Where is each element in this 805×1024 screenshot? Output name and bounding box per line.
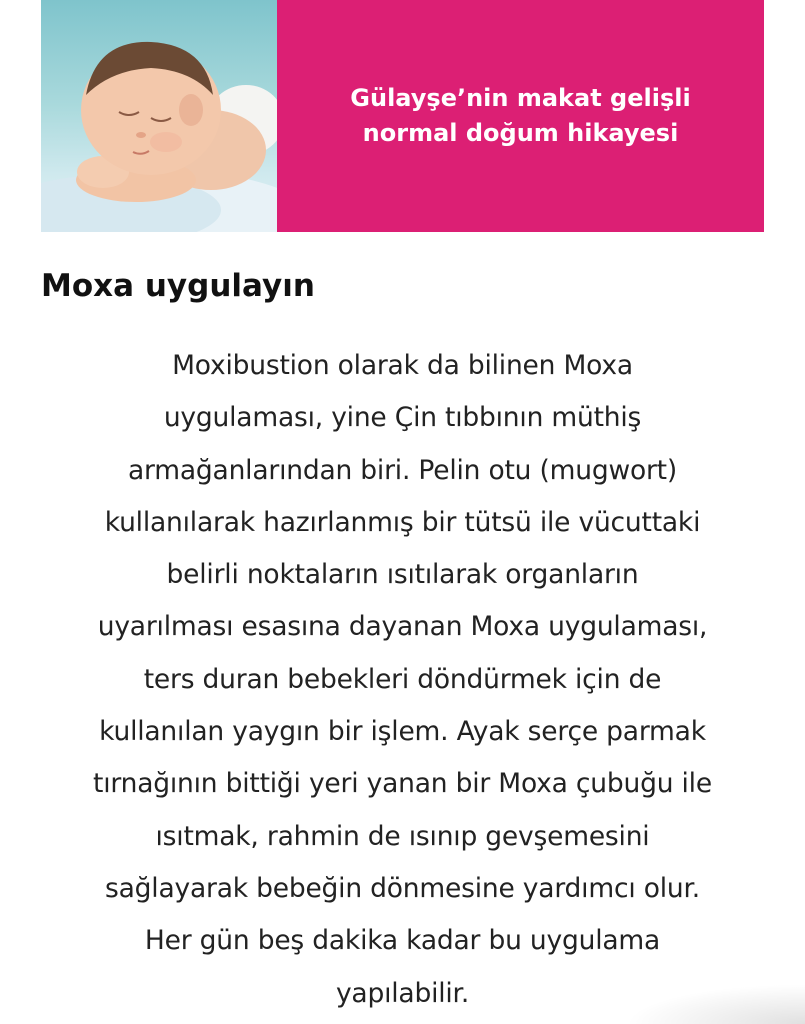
related-article-title[interactable]	[350, 81, 690, 151]
section-paragraph	[30, 340, 775, 1020]
related-article-title-panel[interactable]	[277, 0, 764, 232]
paragraph-line: sağlayarak bebeğin dönmesine yardımcı olur.	[105, 872, 700, 904]
paragraph-line: Moxibustion olarak da bilinen Moxa	[172, 350, 633, 381]
section-heading: Moxa uygulayın	[41, 268, 315, 304]
related-article-image[interactable]	[41, 0, 277, 232]
paragraph-line: kullanılan yaygın bir işlem. Ayak serçe parmak	[99, 716, 706, 748]
related-article-title-line1: Gülayşe’nin makat gelişli	[350, 84, 691, 112]
paragraph-line: tırnağının bittiği yeri yanan bir Moxa çubuğu ile	[93, 768, 712, 800]
related-article-title-line2: normal doğum hikayesi	[362, 119, 679, 147]
paragraph-line: kullanılarak hazırlanmış bir tütsü ile vücuttaki	[104, 506, 701, 538]
paragraph-line: Her gün beş dakika kadar bu uygulama	[144, 925, 661, 957]
sleeping-baby-icon	[41, 0, 277, 232]
paragraph-line: armağanlarından biri. Pelin otu (mugwort)	[128, 454, 677, 486]
paragraph-line: belirli noktaların ısıtılarak organların	[166, 559, 639, 591]
paragraph-line: ısıtmak, rahmin de ısınıp gevşemesini	[155, 820, 650, 852]
related-article-card[interactable]	[41, 0, 764, 232]
paragraph-line: uygulaması, yine Çin tıbbının müthiş	[163, 402, 642, 434]
paragraph-line: uyarılması esasına dayanan Moxa uygulaması,	[97, 611, 708, 643]
paragraph-line: ters duran bebekleri döndürmek için de	[143, 663, 662, 695]
paragraph-line: yapılabilir.	[335, 977, 470, 1009]
